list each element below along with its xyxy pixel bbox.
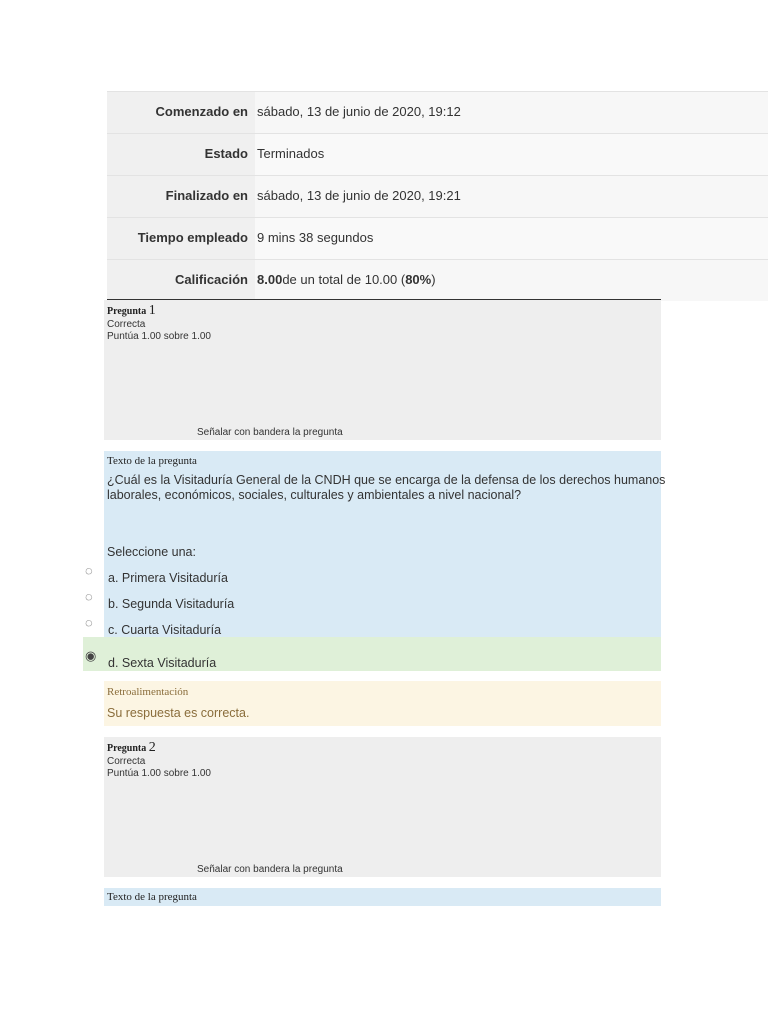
- question-text-heading: Texto de la pregunta: [107, 455, 197, 467]
- question-number: 2: [148, 740, 156, 755]
- radio-option-b[interactable]: ◌: [85, 589, 93, 604]
- attempt-summary-table: [107, 91, 768, 301]
- summary-label: Estado: [107, 134, 255, 175]
- radio-option-c[interactable]: ◌: [85, 615, 93, 630]
- summary-row-grade: [107, 260, 768, 301]
- summary-row-finished: [107, 176, 768, 218]
- summary-value: Terminados: [255, 134, 768, 175]
- summary-label: Calificación: [107, 260, 255, 301]
- flag-question-link[interactable]: Señalar con bandera la pregunta: [197, 427, 343, 438]
- summary-label: Tiempo empleado: [107, 218, 255, 259]
- question-text-heading: Texto de la pregunta: [107, 891, 197, 903]
- question-score: Puntúa 1.00 sobre 1.00: [107, 331, 211, 342]
- feedback-heading: Retroalimentación: [107, 686, 189, 698]
- grade-percent: 80%: [405, 272, 432, 287]
- summary-value: 9 mins 38 segundos: [255, 218, 768, 259]
- summary-value: sábado, 13 de junio de 2020, 19:21: [255, 176, 768, 217]
- question-score: Puntúa 1.00 sobre 1.00: [107, 768, 211, 779]
- flag-question-link[interactable]: Señalar con bandera la pregunta: [197, 864, 343, 875]
- grade-total: de un total de 10.00 (: [282, 272, 406, 287]
- grade-score: 8.00: [257, 272, 283, 287]
- summary-row-started: [107, 92, 768, 134]
- question-text: ¿Cuál es la Visitaduría General de la CNDH que se encarga de la defensa de los derechos humanos laborales, económicos, sociales, culturales y ambientales a nivel nacional?: [107, 473, 666, 502]
- question-status: Correcta: [107, 319, 146, 330]
- summary-row-time-taken: [107, 218, 768, 260]
- summary-label: Comenzado en: [107, 92, 255, 133]
- summary-label: Finalizado en: [107, 176, 255, 217]
- summary-value: 8.00de un total de 10.00 (80%): [255, 260, 768, 301]
- summary-value: sábado, 13 de junio de 2020, 19:12: [255, 92, 768, 133]
- feedback-box: [104, 681, 661, 726]
- radio-option-a[interactable]: ◌: [85, 563, 93, 578]
- question-number: 1: [148, 303, 156, 318]
- summary-row-state: [107, 134, 768, 176]
- radio-option-d-selected[interactable]: ◉: [85, 648, 97, 663]
- question-title: Pregunta 1: [107, 303, 156, 318]
- question-title: Pregunta 2: [107, 740, 156, 755]
- question-1-info: [104, 300, 661, 440]
- question-2-info: [104, 737, 661, 877]
- feedback-text: Su respuesta es correcta.: [107, 706, 250, 720]
- select-prompt: Seleccione una:: [107, 545, 196, 559]
- question-status: Correcta: [107, 756, 146, 767]
- question-2-text: [104, 888, 661, 906]
